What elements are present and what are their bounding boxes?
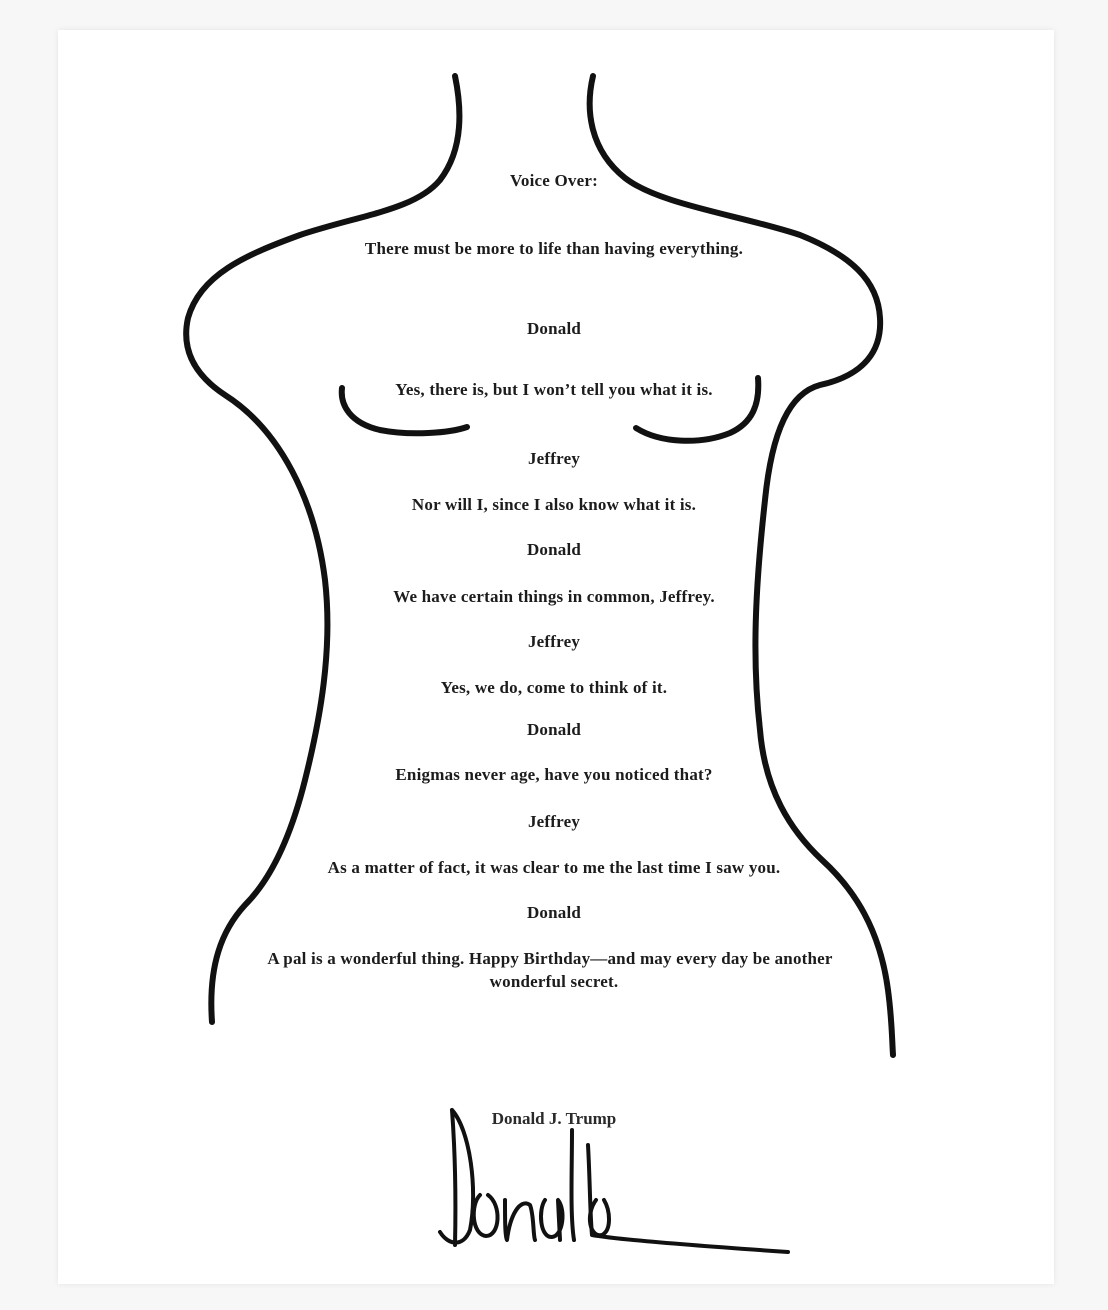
dialogue-line: As a matter of fact, it was clear to me the last time I saw you.: [327, 858, 781, 877]
dialogue-line: Yes, there is, but I won’t tell you what it is.: [395, 380, 713, 399]
voice-over-label: Voice Over:: [510, 171, 598, 190]
voice-over-line: There must be more to life than having everything.: [364, 239, 744, 258]
speaker-name: Jeffrey: [527, 449, 581, 468]
handwritten-signature: [440, 1110, 788, 1252]
dialogue-line: A pal is a wonderful thing. Happy Birthday—and may every day be another: [267, 949, 833, 968]
speaker-name: Donald: [526, 903, 582, 922]
speaker-name: Jeffrey: [527, 812, 581, 831]
printed-signature-name: Donald J. Trump: [491, 1109, 617, 1128]
speaker-name: Donald: [526, 319, 582, 338]
dialogue-line: Nor will I, since I also know what it is.: [411, 495, 697, 514]
closing-line: wonderful secret.: [489, 972, 619, 991]
dialogue-line: Yes, we do, come to think of it.: [440, 678, 668, 697]
dialogue-line: We have certain things in common, Jeffrey.: [393, 587, 715, 606]
speaker-name: Donald: [526, 720, 582, 739]
speaker-name: Jeffrey: [527, 632, 581, 651]
speaker-name: Donald: [526, 540, 582, 559]
dialogue-line: Enigmas never age, have you noticed that?: [395, 765, 713, 784]
